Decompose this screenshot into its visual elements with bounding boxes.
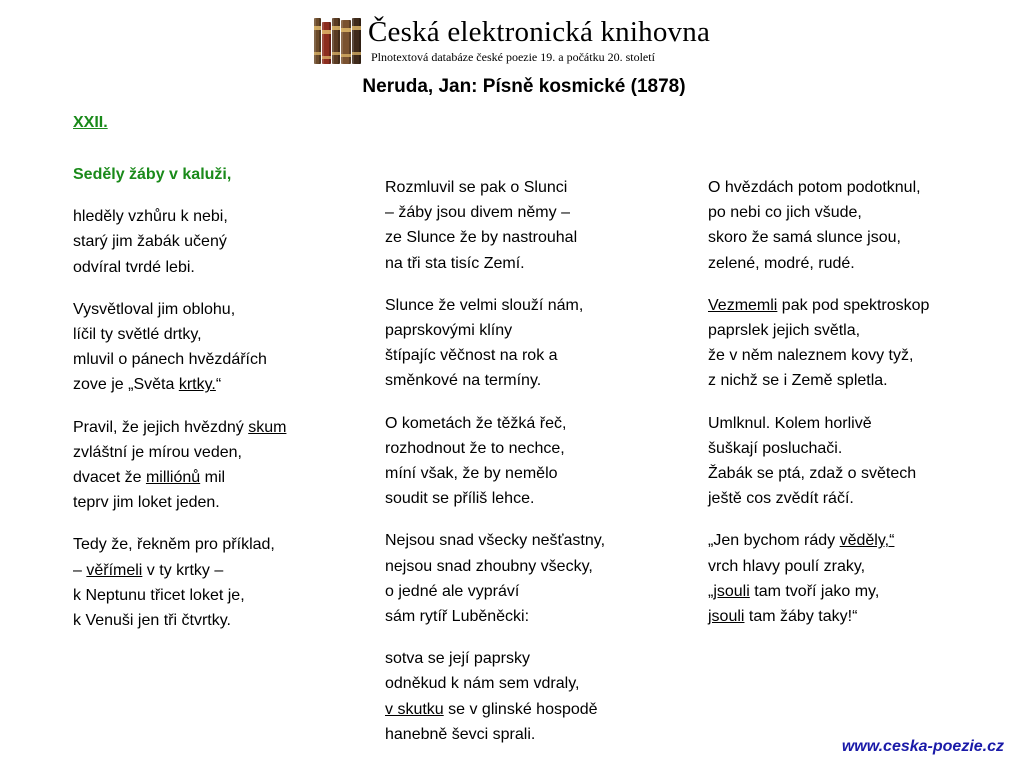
stanza bbox=[708, 528, 929, 629]
line-text: ještě cos zvědít ráčí. bbox=[708, 490, 854, 508]
line-text: že v něm naleznem kovy tyž, bbox=[708, 347, 914, 365]
stanza bbox=[385, 528, 605, 629]
line-text: Tedy že, řekněm pro příklad, bbox=[73, 536, 275, 554]
poem-line bbox=[708, 411, 929, 436]
line-text: – bbox=[73, 561, 87, 579]
glossary-link[interactable]: jsouli bbox=[708, 608, 745, 626]
line-text: Seděly žáby v kaluži, bbox=[73, 166, 232, 183]
line-text: tam tvoří jako my, bbox=[749, 582, 880, 600]
line-text: Nejsou snad všecky nešťastny, bbox=[385, 532, 606, 550]
poem-line bbox=[385, 293, 605, 318]
poem-line bbox=[385, 411, 605, 436]
site-subtitle: Plnotextová databáze české poezie 19. a počátku 20. století bbox=[371, 50, 655, 64]
site-title: Česká elektronická knihovna bbox=[368, 16, 711, 48]
site-header bbox=[314, 14, 754, 68]
poem-line bbox=[73, 229, 286, 254]
poem-line bbox=[708, 343, 929, 368]
line-text: – žáby jsou divem němy – bbox=[385, 204, 570, 222]
line-text: po nebi co jich všude, bbox=[708, 204, 862, 222]
stanza bbox=[708, 175, 929, 276]
poem-line bbox=[385, 368, 605, 393]
poem-line bbox=[708, 251, 929, 276]
stanza bbox=[73, 204, 286, 280]
line-text: o jedné ale vypráví bbox=[385, 582, 520, 600]
line-text: štípajíc věčnost na rok a bbox=[385, 347, 558, 365]
poem-line bbox=[708, 436, 929, 461]
line-text: míní však, že by nemělo bbox=[385, 465, 558, 483]
poem-column-3 bbox=[708, 175, 929, 646]
line-text: O hvězdách potom podotknul, bbox=[708, 179, 921, 196]
line-text: teprv jim loket jeden. bbox=[73, 494, 220, 512]
line-text: k Neptunu třicet loket je, bbox=[73, 586, 245, 604]
line-text: „Jen bychom rády bbox=[708, 532, 840, 550]
line-text: na tři sta tisíc Zemí. bbox=[385, 254, 525, 272]
line-text: líčil ty světlé drtky, bbox=[73, 326, 202, 344]
poem-line bbox=[73, 347, 286, 372]
poem-line bbox=[385, 461, 605, 486]
poem-line bbox=[708, 604, 929, 629]
line-text: zove je „Světa bbox=[73, 376, 179, 394]
poem-line bbox=[385, 251, 605, 276]
poem-line bbox=[385, 697, 605, 722]
poem-line bbox=[708, 528, 929, 553]
poem-line bbox=[708, 225, 929, 250]
glossary-link[interactable]: „jsouli bbox=[708, 582, 750, 600]
line-text: sotva se její paprsky bbox=[385, 650, 530, 668]
line-text: Rozmluvil se pak o Slunci bbox=[385, 179, 568, 196]
stanza bbox=[385, 293, 605, 394]
line-text: vrch hlavy poulí zraky, bbox=[708, 557, 866, 575]
line-text: hleděly vzhůru k nebi, bbox=[73, 208, 228, 226]
footer-site-link[interactable]: www.ceska-poezie.cz bbox=[841, 738, 1004, 755]
poem-line bbox=[73, 583, 286, 608]
glossary-link[interactable]: věděly,“ bbox=[839, 532, 895, 550]
poem-line bbox=[73, 465, 286, 490]
poem-line bbox=[385, 436, 605, 461]
poem-line bbox=[385, 579, 605, 604]
poem-line bbox=[73, 297, 286, 322]
poem-line bbox=[73, 532, 286, 557]
stanza bbox=[73, 415, 286, 516]
line-text: hanebně ševci sprali. bbox=[385, 725, 536, 743]
poem-line bbox=[708, 461, 929, 486]
line-text: zelené, modré, rudé. bbox=[708, 254, 855, 272]
poem-line bbox=[73, 322, 286, 347]
line-text: směnkové na termíny. bbox=[385, 372, 542, 390]
poem-line bbox=[73, 415, 286, 440]
stanza bbox=[73, 532, 286, 633]
line-text: O kometách že těžká řeč, bbox=[385, 414, 567, 432]
glossary-link[interactable]: Vezmemli bbox=[708, 296, 778, 314]
line-text: z nichž se i Země spletla. bbox=[708, 372, 888, 390]
poem-line bbox=[708, 554, 929, 579]
line-text: Slunce že velmi slouží nám, bbox=[385, 296, 584, 314]
poem-line bbox=[73, 608, 286, 633]
stanza bbox=[385, 411, 605, 512]
line-text: sám rytíř Luběněcki: bbox=[385, 608, 530, 626]
stanza bbox=[73, 297, 286, 398]
poem-line bbox=[385, 225, 605, 250]
poem-line bbox=[73, 440, 286, 465]
line-text: nejsou snad zhoubny všecky, bbox=[385, 557, 593, 575]
line-text: odněkud k nám sem vdraly, bbox=[385, 675, 580, 693]
poem-line bbox=[385, 604, 605, 629]
line-text: Umlknul. Kolem horlivě bbox=[708, 414, 872, 432]
poem-line bbox=[708, 293, 929, 318]
glossary-link[interactable]: milliónů bbox=[145, 469, 201, 487]
poem-line bbox=[385, 722, 605, 747]
poem-line bbox=[708, 175, 929, 200]
poem-line bbox=[708, 368, 929, 393]
line-text: se v glinské hospodě bbox=[443, 700, 598, 718]
poem-line bbox=[385, 318, 605, 343]
line-text: rozhodnout že to nechce, bbox=[385, 439, 565, 457]
poem-line bbox=[385, 528, 605, 553]
line-text: dvacet že bbox=[73, 469, 146, 487]
line-text: Pravil, že jejich hvězdný bbox=[73, 418, 249, 436]
poem-number-link[interactable]: XXII. bbox=[73, 114, 108, 131]
line-text: k Venuši jen tři čtvrtky. bbox=[73, 612, 231, 630]
stanza bbox=[708, 293, 929, 394]
poem-column-1 bbox=[73, 162, 286, 650]
stanza bbox=[385, 646, 605, 747]
line-text: paprskovými klíny bbox=[385, 322, 513, 340]
poem-line bbox=[708, 200, 929, 225]
poem-line bbox=[73, 558, 286, 583]
poem-line bbox=[73, 162, 286, 187]
glossary-link[interactable]: v skutku bbox=[385, 700, 444, 718]
line-text: odvíral tvrdé lebi. bbox=[73, 258, 195, 276]
books-icon bbox=[314, 18, 361, 64]
line-text: Žabák se ptá, zdaž o světech bbox=[708, 465, 917, 483]
poem-line bbox=[73, 204, 286, 229]
poem-line bbox=[385, 671, 605, 696]
poem-line bbox=[385, 646, 605, 671]
line-text: paprslek jejich světla, bbox=[708, 322, 861, 340]
line-text: skoro že samá slunce jsou, bbox=[708, 229, 901, 247]
poem-line bbox=[73, 490, 286, 515]
line-text: mluvil o pánech hvězdářích bbox=[73, 351, 267, 369]
poem-line bbox=[385, 554, 605, 579]
stanza bbox=[385, 175, 605, 276]
line-text: zvláštní je mírou veden, bbox=[73, 443, 242, 461]
page-title: Neruda, Jan: Písně kosmické (1878) bbox=[362, 76, 686, 97]
poem-line bbox=[385, 343, 605, 368]
poem-line bbox=[385, 200, 605, 225]
glossary-link[interactable]: věřímeli bbox=[86, 561, 143, 579]
stanza bbox=[708, 411, 929, 512]
poem-line bbox=[73, 255, 286, 280]
line-text: soudit se příliš lehce. bbox=[385, 490, 535, 508]
line-text: Vysvětloval jim oblohu, bbox=[73, 300, 236, 318]
poem-line bbox=[385, 175, 605, 200]
line-text: “ bbox=[215, 376, 222, 394]
line-text: v ty krtky – bbox=[142, 561, 224, 579]
poem-line bbox=[708, 579, 929, 604]
line-text: pak pod spektroskop bbox=[777, 296, 930, 314]
line-text: šuškají posluchači. bbox=[708, 439, 843, 457]
poem-line bbox=[708, 486, 929, 511]
stanza bbox=[73, 162, 286, 187]
poem-line bbox=[73, 372, 286, 397]
line-text: mil bbox=[200, 469, 226, 487]
line-text: ze Slunce že by nastrouhal bbox=[385, 229, 578, 247]
glossary-link[interactable]: krtky. bbox=[178, 376, 216, 394]
poem-column-2 bbox=[385, 175, 605, 764]
glossary-link[interactable]: skum bbox=[248, 418, 287, 436]
line-text: starý jim žabák učený bbox=[73, 233, 227, 251]
poem-line bbox=[708, 318, 929, 343]
line-text: tam žáby taky!“ bbox=[744, 608, 858, 626]
poem-line bbox=[385, 486, 605, 511]
